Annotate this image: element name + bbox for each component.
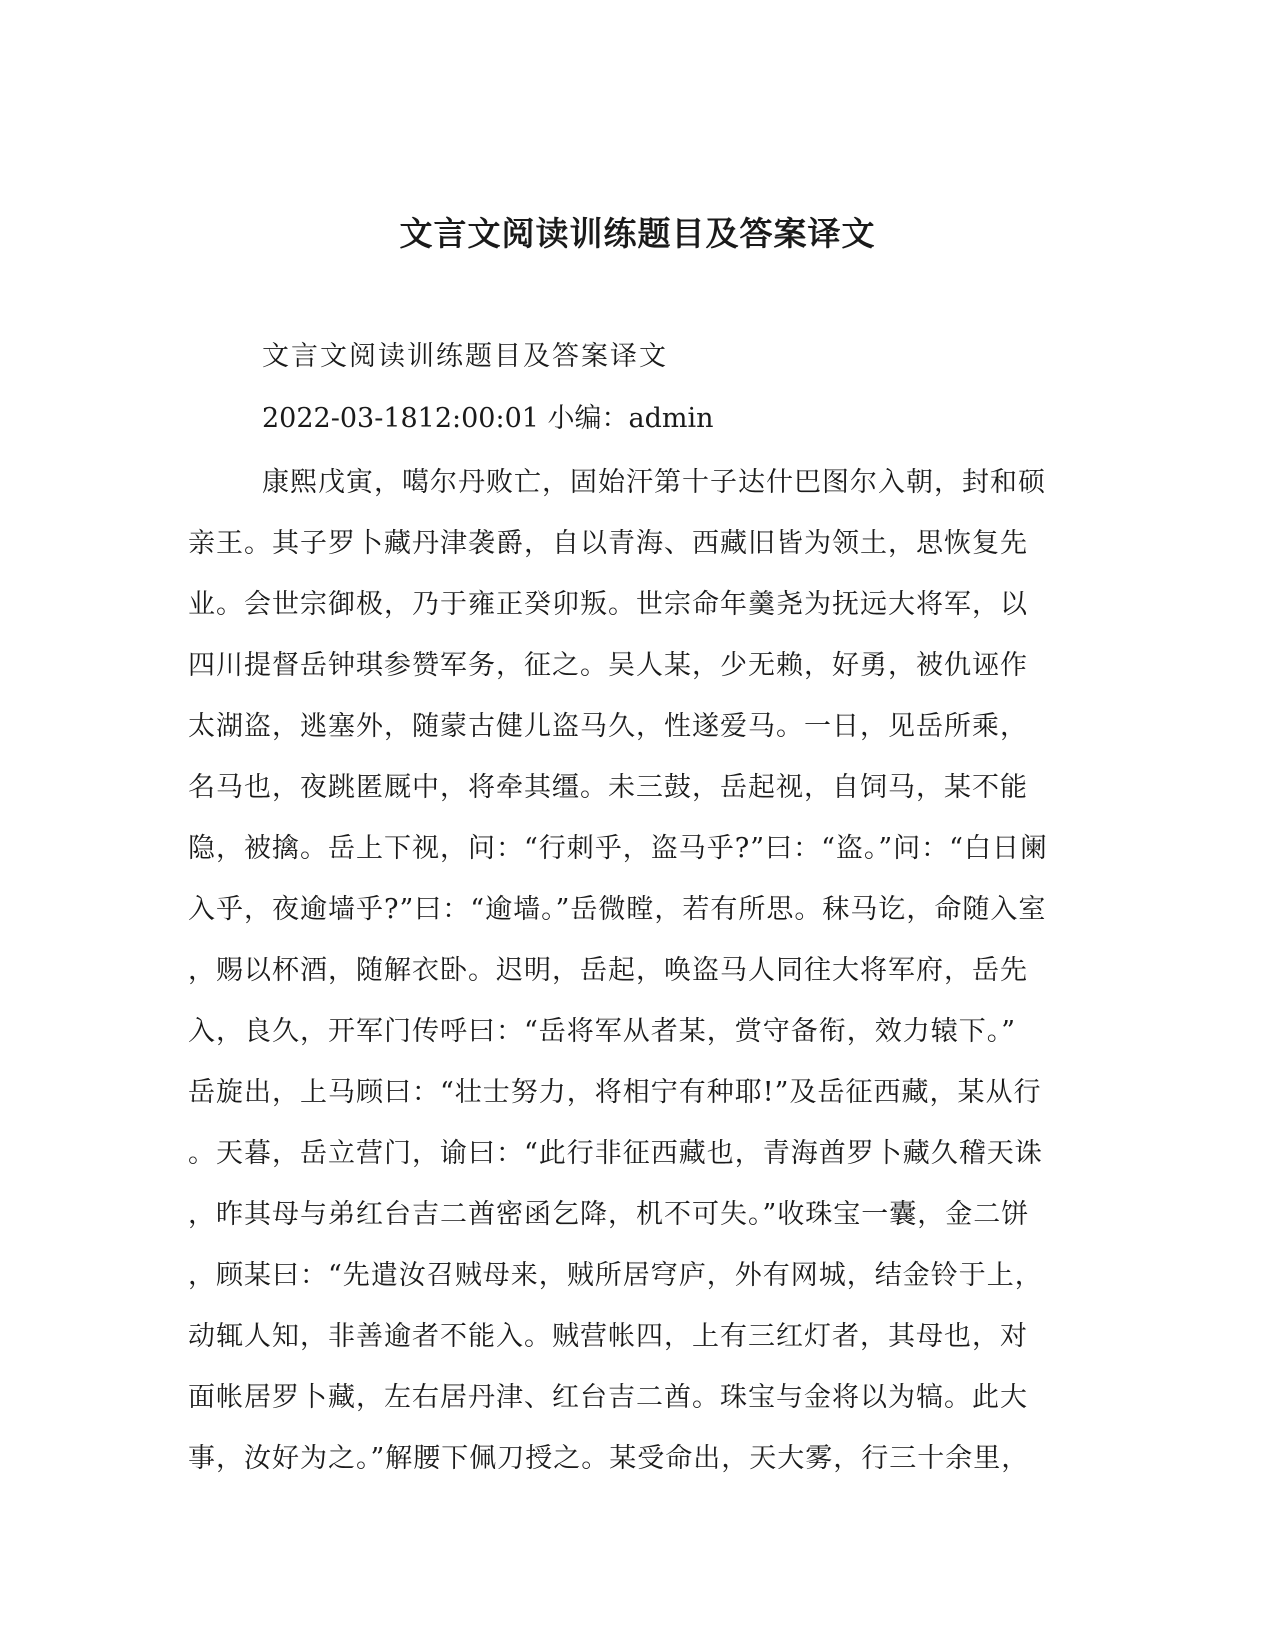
body-line: 业。会世宗御极，乃于雍正癸卯叛。世宗命年羹尧为抚远大将军，以 — [188, 589, 1028, 620]
body-line: 隐，被擒。岳上下视，问：“行刺乎，盗马乎?”曰：“盗。”问：“白日阑 — [188, 833, 1048, 864]
body-line: 岳旋出，上马顾曰：“壮士努力，将相宁有种耶!”及岳征西藏，某从行 — [188, 1077, 1042, 1108]
publish-meta: 2022-03-1812:00:01 小编：admin — [262, 403, 714, 434]
body-line: 名马也，夜跳匿厩中，将牵其缰。未三鼓，岳起视，自饲马，某不能 — [188, 772, 1028, 803]
document-title: 文言文阅读训练题目及答案译文 — [399, 214, 876, 253]
body-line: 事，汝好为之。”解腰下佩刀授之。某受命出，天大雾，行三十余里， — [188, 1443, 1030, 1474]
body-line: 。天暮，岳立营门，谕曰：“此行非征西藏也，青海酋罗卜藏久稽天诛 — [188, 1138, 1043, 1169]
body-text — [188, 452, 1088, 1489]
body-line: 入，良久，开军门传呼曰：“岳将军从者某，赏守备衔，效力辕下。” — [188, 1016, 1017, 1047]
body-line: 亲王。其子罗卜藏丹津袭爵，自以青海、西藏旧皆为领土，思恢复先 — [188, 528, 1028, 559]
body-line: 太湖盗，逃塞外，随蒙古健儿盗马久，性遂爱马。一日，见岳所乘， — [188, 711, 1028, 742]
document-subtitle: 文言文阅读训练题目及答案译文 — [262, 341, 668, 372]
body-line: 面帐居罗卜藏，左右居丹津、红台吉二酋。珠宝与金将以为犒。此大 — [188, 1382, 1028, 1413]
body-line: ，赐以杯酒，随解衣卧。迟明，岳起，唤盗马人同往大将军府，岳先 — [188, 955, 1028, 986]
body-line: 康熙戊寅，噶尔丹败亡，固始汗第十子达什巴图尔入朝，封和硕 — [262, 467, 1046, 498]
body-line: 动辄人知，非善逾者不能入。贼营帐四，上有三红灯者，其母也，对 — [188, 1321, 1028, 1352]
body-line: ，昨其母与弟红台吉二酋密函乞降，机不可失。”收珠宝一囊，金二饼 — [188, 1199, 1030, 1230]
body-line: ，顾某曰：“先遣汝召贼母来，贼所居穹庐，外有网城，结金铃于上， — [188, 1260, 1043, 1291]
body-line: 入乎，夜逾墙乎?”曰：“逾墙。”岳微瞠，若有所思。秣马讫，命随入室 — [188, 894, 1047, 925]
body-line: 四川提督岳钟琪参赞军务，征之。吴人某，少无赖，好勇，被仇诬作 — [188, 650, 1028, 681]
